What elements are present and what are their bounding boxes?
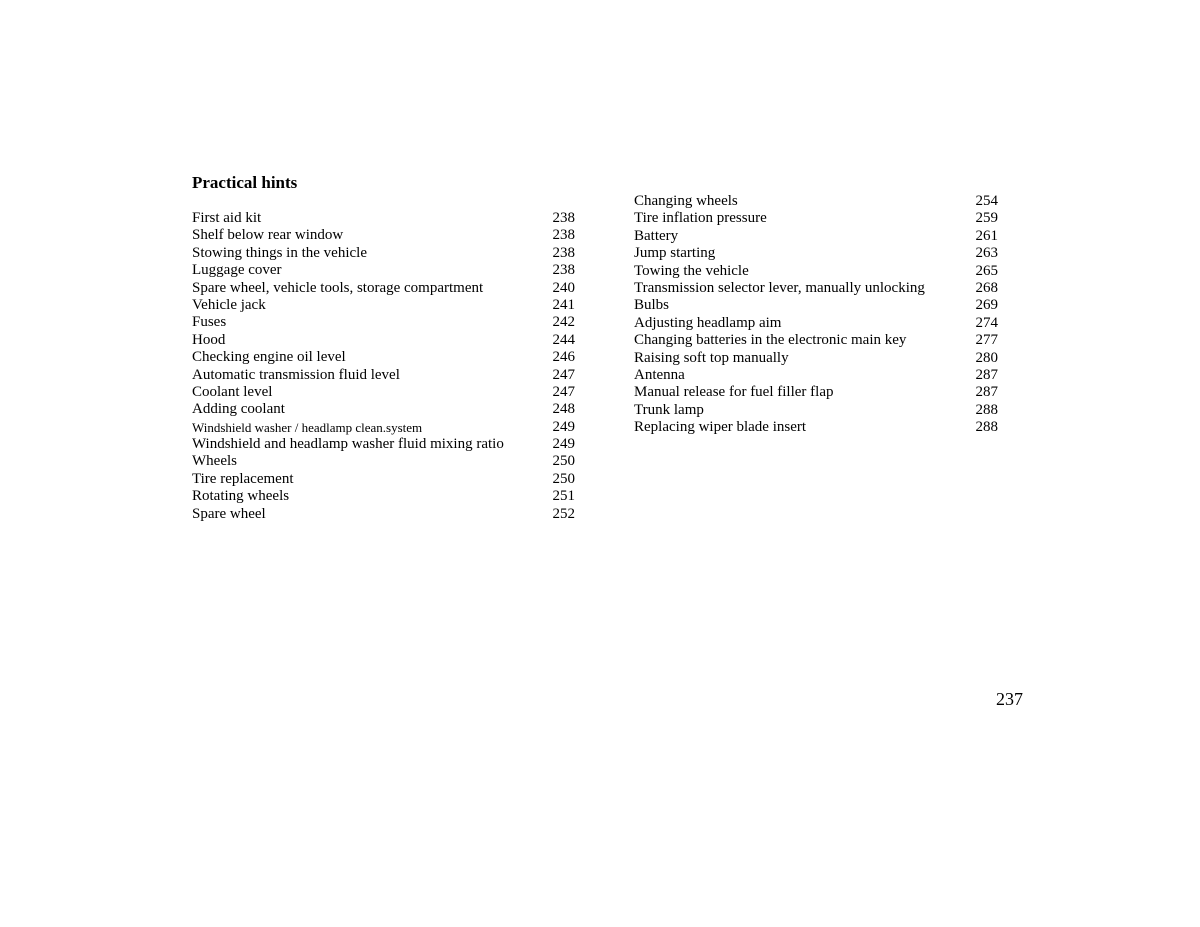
toc-entry-title: Vehicle jack [192, 296, 266, 313]
toc-entry-page: 242 [552, 314, 575, 331]
toc-entry-title: Replacing wiper blade insert [634, 419, 807, 436]
toc-entry-title: Checking engine oil level [192, 349, 346, 366]
toc-entry [192, 262, 575, 279]
toc-entry-page: 240 [552, 279, 575, 296]
toc-entry [192, 471, 575, 488]
toc-entry-title: Automatic transmission fluid level [192, 366, 400, 383]
toc-entry [192, 488, 575, 505]
toc-entry-page: 247 [552, 383, 575, 400]
toc-left-column [192, 210, 575, 523]
toc-entry-page: 248 [552, 401, 575, 418]
toc-entry [192, 332, 575, 349]
toc-entry-title: Rotating wheels [192, 488, 290, 505]
toc-entry-title: Battery [634, 227, 679, 244]
toc-entry [192, 227, 575, 244]
toc-entry-page: 274 [975, 314, 998, 331]
toc-entry-title: Coolant level [192, 383, 273, 400]
toc-entry [634, 332, 998, 349]
toc-entry-title: Bulbs [634, 297, 670, 314]
toc-entry-page: 268 [975, 279, 998, 296]
toc-entry-title: Stowing things in the vehicle [192, 244, 367, 261]
toc-entry-page: 269 [975, 297, 998, 314]
toc-entry [634, 419, 998, 436]
toc-entry-title: Wheels [192, 453, 237, 470]
toc-entry-page: 254 [975, 193, 998, 209]
toc-entry [192, 245, 575, 262]
toc-entry [634, 280, 998, 297]
toc-entry-page: 250 [552, 470, 575, 487]
toc-entry-title: Trunk lamp [634, 401, 704, 418]
toc-entry-page: 287 [975, 384, 998, 401]
toc-entry-page: 251 [552, 488, 575, 505]
toc-entry [634, 245, 998, 262]
toc-entry-title: Changing batteries in the electronic main key [634, 332, 907, 349]
toc-entry-page: 247 [552, 366, 575, 383]
toc-entry-page: 244 [552, 331, 575, 348]
toc-entry-title: Towing the vehicle [634, 262, 749, 279]
toc-entry-page: 265 [975, 262, 998, 279]
toc-entry [192, 210, 575, 227]
section-heading: Practical hints [192, 173, 298, 192]
toc-entry-page: 238 [552, 262, 575, 279]
toc-entry-page: 246 [552, 349, 575, 366]
toc-entry [634, 193, 998, 210]
toc-entry [192, 314, 575, 331]
toc-entry-page: 249 [552, 436, 575, 453]
toc-entry-page: 259 [975, 210, 998, 227]
toc-entry [192, 349, 575, 366]
toc-entry-page: 241 [552, 296, 575, 313]
toc-entry-title: Windshield washer / headlamp clean.system [192, 419, 423, 435]
toc-entry-title: First aid kit [192, 210, 262, 226]
toc-entry [634, 350, 998, 367]
toc-entry-page: 288 [975, 401, 998, 418]
toc-entry-title: Changing wheels [634, 193, 738, 209]
toc-entry [192, 419, 575, 436]
toc-entry-title: Adding coolant [192, 401, 285, 418]
toc-entry-title: Fuses [192, 314, 227, 331]
toc-entry [192, 280, 575, 297]
toc-entry [634, 210, 998, 227]
toc-entry-page: 238 [552, 244, 575, 261]
toc-entry [192, 453, 575, 470]
page-number: 237 [996, 689, 1023, 709]
toc-entry-title: Raising soft top manually [634, 349, 789, 366]
toc-entry-page: 280 [975, 349, 998, 366]
toc-entry-title: Tire replacement [192, 470, 294, 487]
toc-entry [192, 436, 575, 453]
toc-entry-title: Spare wheel [192, 505, 266, 522]
toc-entry-page: 252 [552, 505, 575, 522]
toc-entry-title: Spare wheel, vehicle tools, storage compartment [192, 279, 484, 296]
toc-entry [634, 402, 998, 419]
toc-entry [634, 297, 998, 314]
toc-entry [192, 401, 575, 418]
toc-entry-title: Tire inflation pressure [634, 210, 767, 227]
toc-entry [634, 228, 998, 245]
toc-entry-page: 250 [552, 453, 575, 470]
toc-entry-page: 287 [975, 366, 998, 383]
toc-entry-page: 238 [552, 210, 575, 226]
toc-entry-page: 238 [552, 227, 575, 244]
toc-entry-page: 277 [975, 332, 998, 349]
toc-entry-title: Adjusting headlamp aim [634, 314, 782, 331]
toc-entry-title: Manual release for fuel filler flap [634, 384, 834, 401]
toc-entry-page: 263 [975, 245, 998, 262]
toc-entry [634, 384, 998, 401]
toc-entry-title: Transmission selector lever, manually unlocking [634, 279, 925, 296]
toc-entry-page: 288 [975, 419, 998, 436]
toc-entry-title: Luggage cover [192, 262, 282, 279]
toc-entry-title: Jump starting [634, 245, 716, 262]
toc-entry-page: 261 [975, 227, 998, 244]
toc-entry [192, 367, 575, 384]
toc-entry [634, 315, 998, 332]
toc-entry-page: 249 [552, 418, 575, 435]
toc-entry-title: Antenna [634, 366, 685, 383]
toc-entry [192, 506, 575, 523]
toc-right-column [634, 193, 998, 436]
toc-entry-title: Windshield and headlamp washer fluid mixing ratio [192, 436, 504, 453]
toc-entry [634, 367, 998, 384]
toc-entry-title: Hood [192, 331, 226, 348]
toc-entry [192, 297, 575, 314]
toc-entry [192, 384, 575, 401]
toc-entry [634, 263, 998, 280]
toc-entry-title: Shelf below rear window [192, 227, 344, 244]
